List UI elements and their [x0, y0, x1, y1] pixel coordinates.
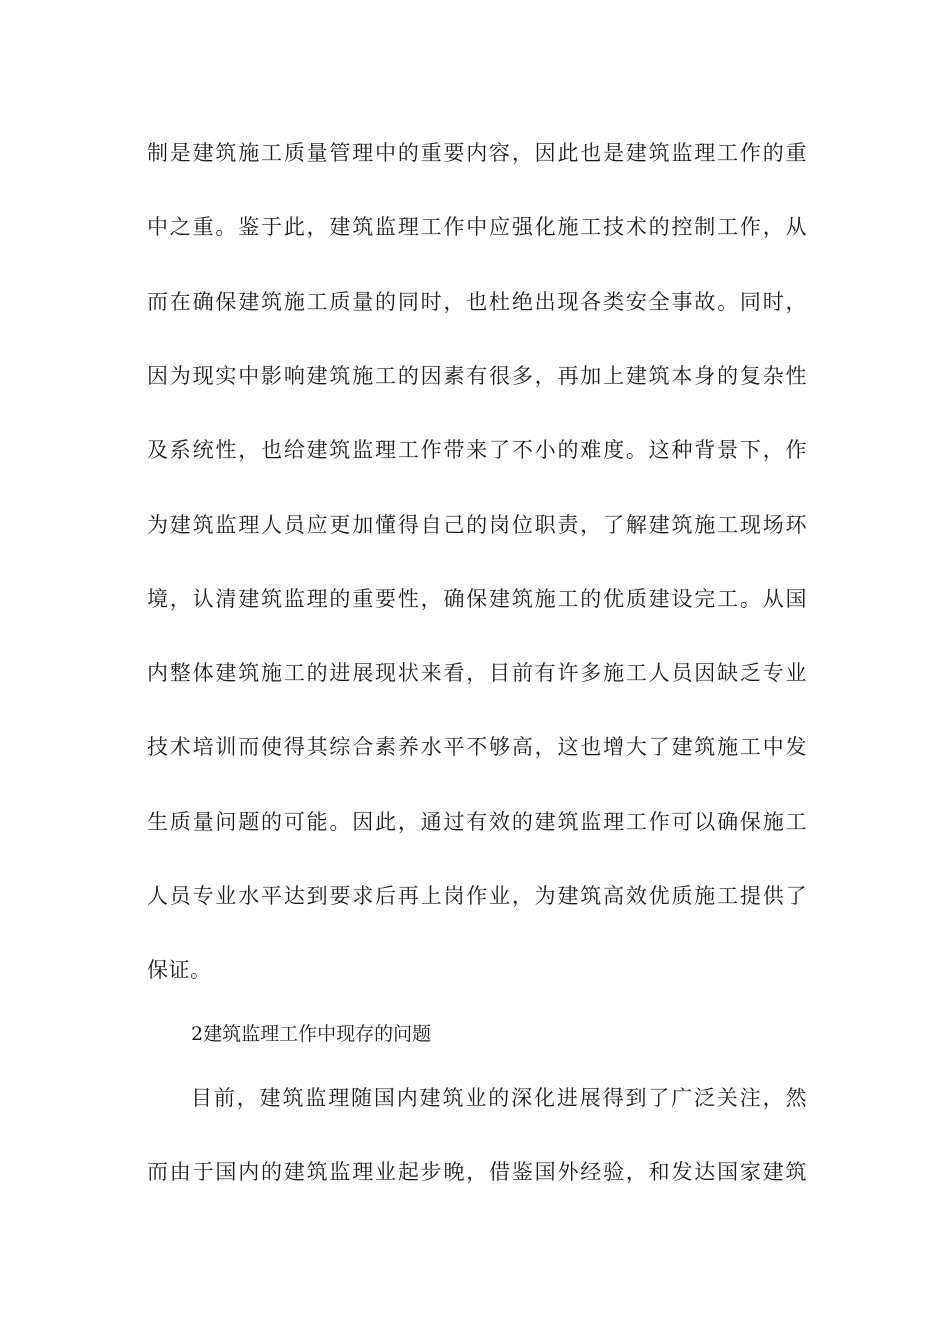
paragraph-line: 制是建筑施工质量管理中的重要内容，因此也是建筑监理工作的重 — [147, 141, 807, 165]
paragraph-line: 因为现实中影响建筑施工的因素有很多，再加上建筑本身的复杂性 — [147, 364, 807, 388]
paragraph-line: 人员专业水平达到要求后再上岗作业，为建筑高效优质施工提供了 — [147, 884, 807, 908]
paragraph-line: 目前，建筑监理随国内建筑业的深化进展得到了广泛关注，然 — [191, 1086, 807, 1110]
paragraph-line: 境，认清建筑监理的重要性，确保建筑施工的优质建设完工。从国 — [147, 587, 807, 611]
paragraph-line: 中之重。鉴于此，建筑监理工作中应强化施工技术的控制工作，从 — [147, 215, 807, 239]
paragraph-line: 生质量问题的可能。因此，通过有效的建筑监理工作可以确保施工 — [147, 810, 807, 834]
paragraph-line: 而由于国内的建筑监理业起步晚，借鉴国外经验，和发达国家建筑 — [147, 1160, 807, 1184]
paragraph-line: 保证。 — [147, 958, 212, 982]
paragraph-line: 内整体建筑施工的进展现状来看，目前有许多施工人员因缺乏专业 — [147, 661, 807, 685]
section-heading: 2建筑监理工作中现存的问题 — [191, 1023, 432, 1045]
paragraph-line: 而在确保建筑施工质量的同时，也杜绝出现各类安全事故。同时， — [147, 290, 807, 314]
paragraph-line: 技术培训而使得其综合素养水平不够高，这也增大了建筑施工中发 — [147, 735, 807, 759]
paragraph-line: 为建筑监理人员应更加懂得自己的岗位职责，了解建筑施工现场环 — [147, 513, 807, 537]
paragraph-line: 及系统性，也给建筑监理工作带来了不小的难度。这种背景下，作 — [147, 438, 807, 462]
